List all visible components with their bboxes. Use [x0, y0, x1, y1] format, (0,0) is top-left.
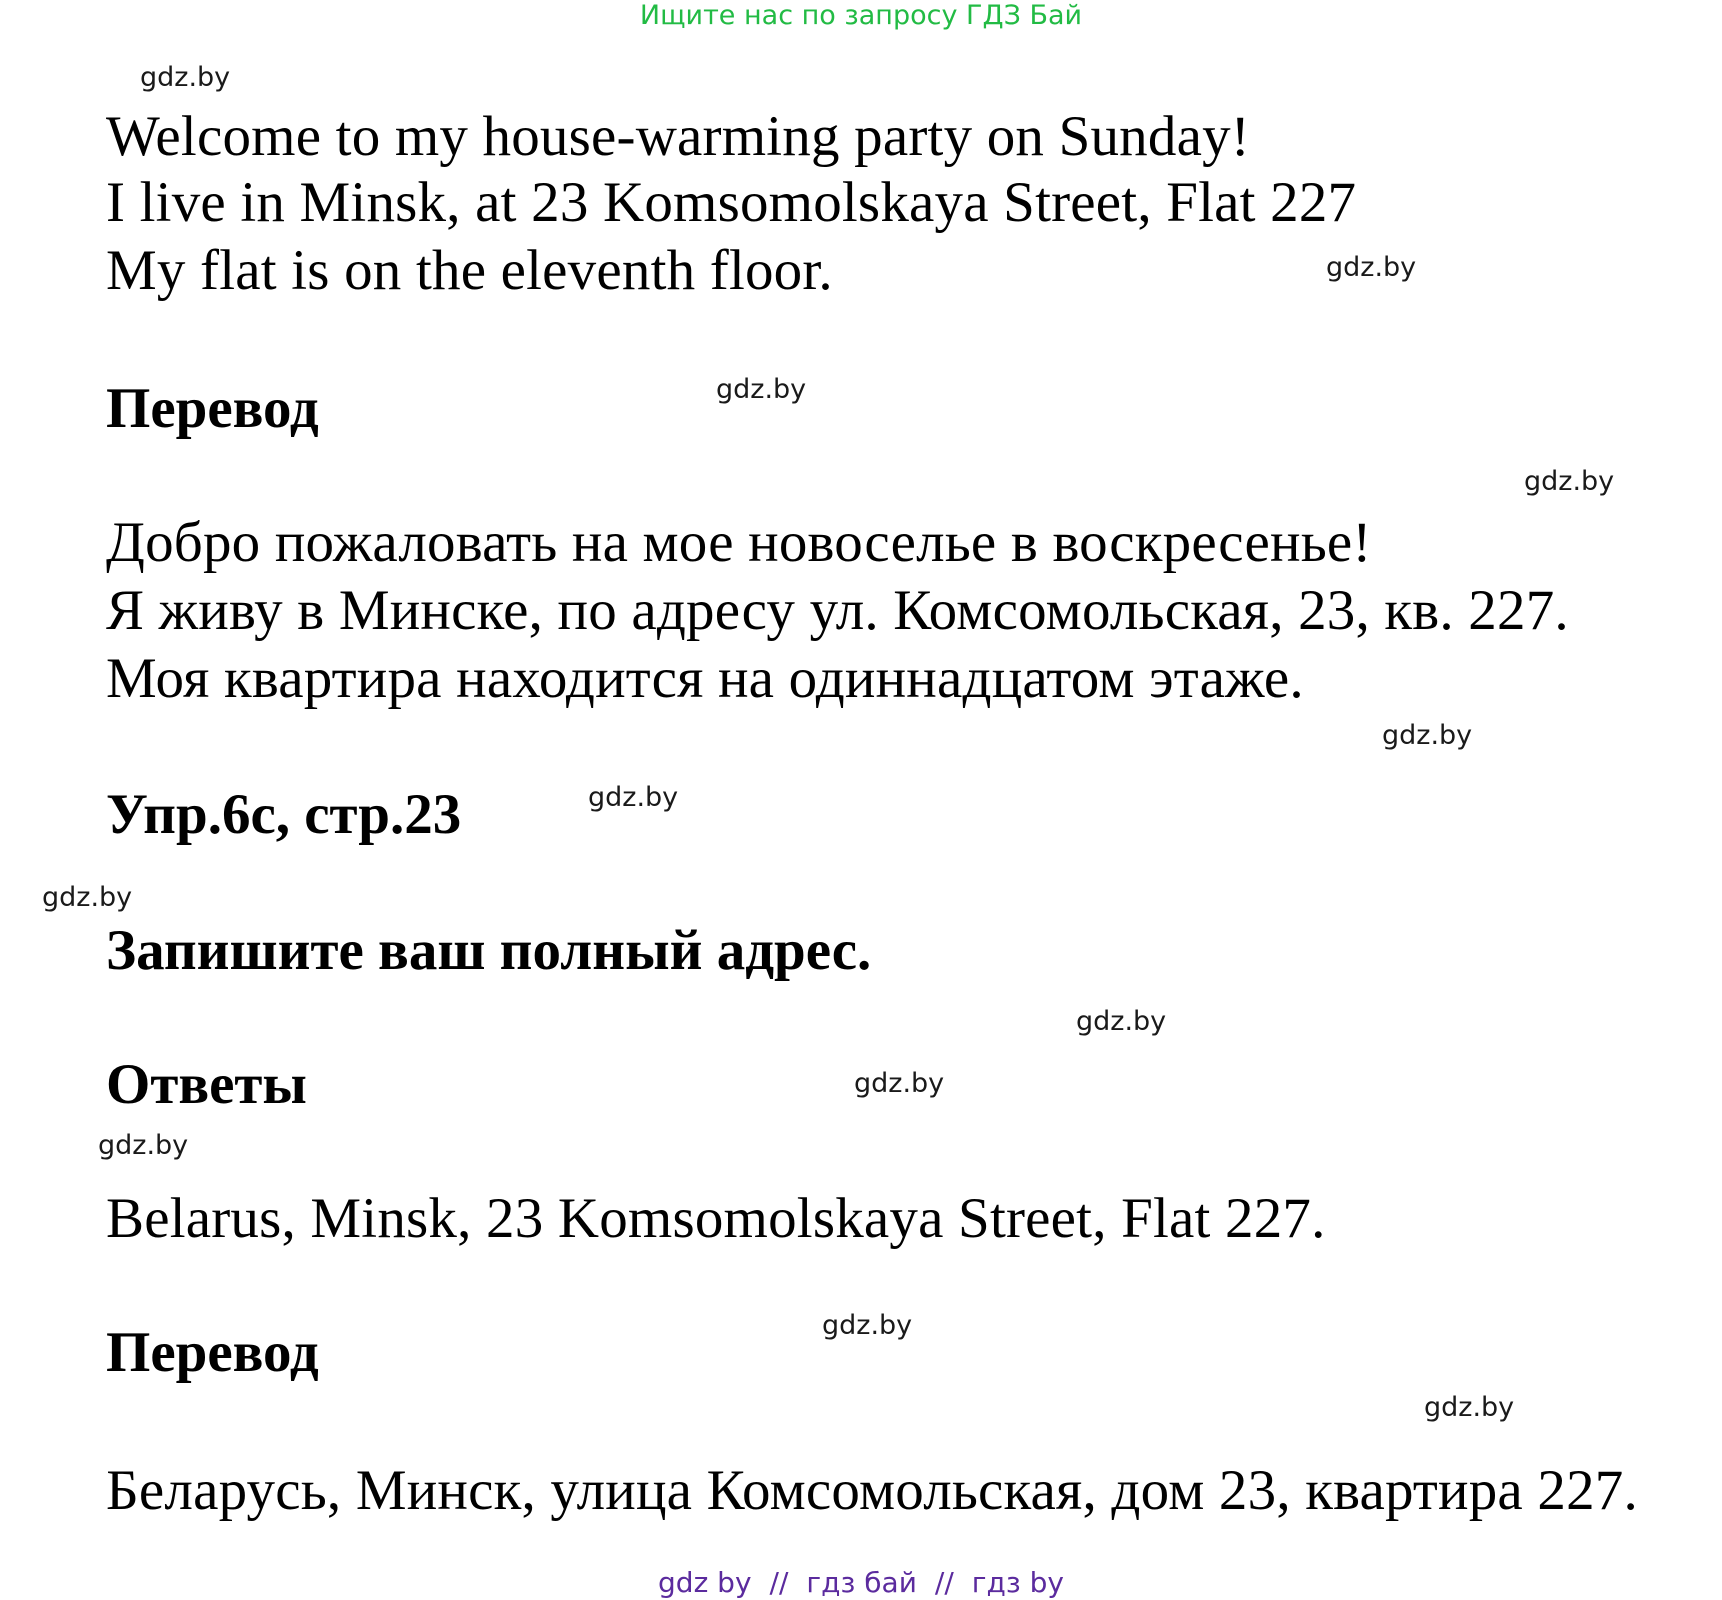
translation-line-3: Моя квартира находится на одиннадцатом этаже.: [106, 647, 1304, 710]
watermark: gdz.by: [588, 782, 679, 813]
watermark: gdz.by: [822, 1310, 913, 1341]
exercise-heading: Упр.6с, стр.23: [106, 783, 462, 846]
letter-line-1: Welcome to my house-warming party on Sunday!: [106, 105, 1250, 168]
task-text: Запишите ваш полный адрес.: [106, 919, 872, 982]
watermark: gdz.by: [1326, 252, 1417, 283]
search-banner: Ищите нас по запросу ГДЗ Бай: [639, 0, 1083, 31]
footer-links: [0, 1566, 1722, 1600]
answers-heading: Ответы: [106, 1053, 307, 1116]
watermark: gdz.by: [42, 882, 133, 913]
watermark: gdz.by: [98, 1130, 189, 1161]
watermark: gdz.by: [1524, 466, 1615, 497]
letter-line-2: I live in Minsk, at 23 Komsomolskaya Street, Flat 227: [106, 171, 1357, 234]
translation-line-2: Я живу в Минске, по адресу ул. Комсомольская, 23, кв. 227.: [106, 579, 1569, 642]
translation-answer: Беларусь, Минск, улица Комсомольская, дом 23, квартира 227.: [106, 1459, 1638, 1522]
watermark: gdz.by: [716, 374, 807, 405]
watermark: gdz.by: [854, 1068, 945, 1099]
letter-line-3: My flat is on the eleventh floor.: [106, 239, 833, 302]
footer-link-gdz-bai[interactable]: гдз бай: [806, 1566, 917, 1599]
answer-text: Belarus, Minsk, 23 Komsomolskaya Street, Flat 227.: [106, 1187, 1326, 1250]
translation-heading: Перевод: [106, 377, 319, 440]
footer-link-gdz-by-cyr[interactable]: гдз by: [971, 1566, 1064, 1599]
watermark: gdz.by: [140, 62, 231, 93]
translation-heading: Перевод: [106, 1321, 319, 1384]
footer-separator: //: [769, 1566, 789, 1599]
watermark: gdz.by: [1076, 1006, 1167, 1037]
watermark: gdz.by: [1424, 1392, 1515, 1423]
watermark: gdz.by: [1382, 720, 1473, 751]
footer-link-gdz-by[interactable]: gdz by: [658, 1566, 752, 1599]
footer-separator: //: [934, 1566, 954, 1599]
translation-line-1: Добро пожаловать на мое новоселье в воскресенье!: [106, 511, 1372, 574]
